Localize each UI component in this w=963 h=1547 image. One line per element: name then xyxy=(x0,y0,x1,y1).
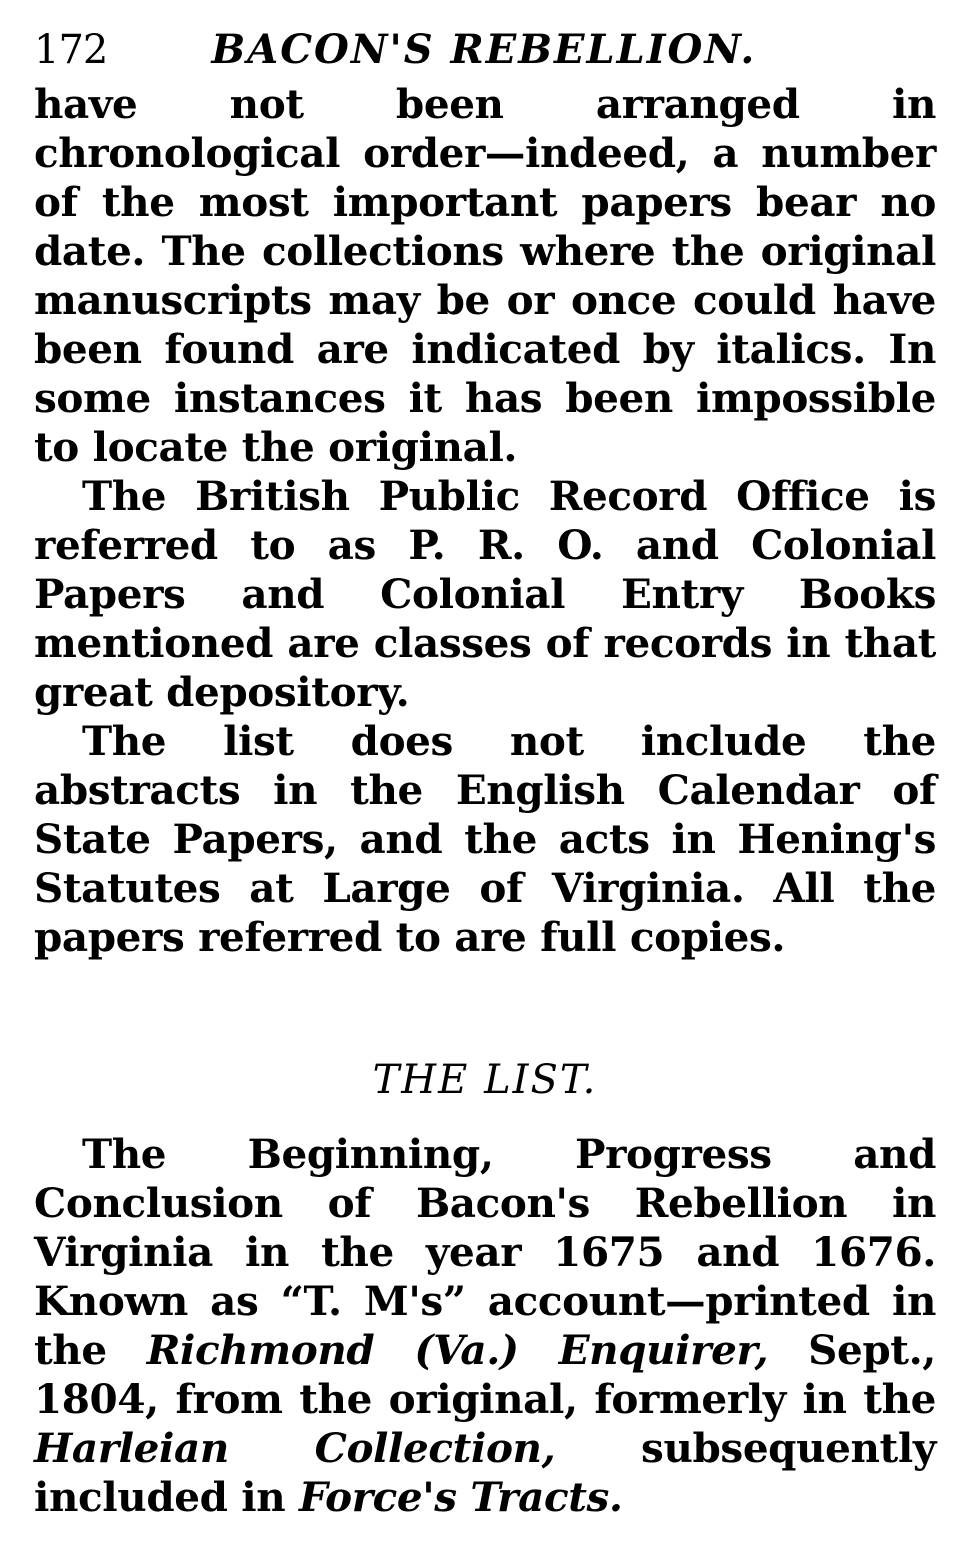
entry-title-forces-tracts: Force's Tracts. xyxy=(298,1473,623,1521)
running-head xyxy=(34,20,936,80)
intro-paragraph-continued: have not been arranged in chronological order—indeed, a number of the most important papers bear no date. The collections where the original manuscripts may be or once could have been found are indicated by italics. In some instances it has been impossible to locate the original. xyxy=(34,80,936,471)
page-number: 172 xyxy=(34,27,108,73)
list-entry xyxy=(34,1130,936,1522)
running-title: BACON'S REBELLION. xyxy=(211,26,757,73)
intro-paragraph-exclusions: The list does not include the abstracts in the English Calendar of State Papers, and the acts in Hening's Statutes at Large of Virginia. All the papers referred to are full copies. xyxy=(34,717,936,961)
entry-text-part3: subsequently included in xyxy=(34,1424,936,1521)
intro-paragraph-record-office: The British Public Record Office is referred to as P. R. O. and Colonial Papers and Colonial Entry Books mentioned are classes of records in that great depository. xyxy=(34,472,936,716)
section-spacer xyxy=(34,962,936,1054)
page xyxy=(34,20,936,1522)
entry-title-harleian-collection: Harleian Collection, xyxy=(34,1424,556,1472)
entry-text-part1: The Beginning, Progress and Conclusion of Bacon's Rebellion in Virginia in the year 1675 and 1676. Known as “T. M's” account—printed in the xyxy=(34,1130,936,1374)
list-entry-paragraph xyxy=(34,1130,936,1522)
section-heading: THE LIST. xyxy=(372,1057,598,1103)
intro-text xyxy=(34,80,936,962)
entry-text-part2: Sept., 1804, from the original, formerly in the xyxy=(34,1326,937,1423)
entry-title-richmond-enquirer: Richmond (Va.) Enquirer, xyxy=(146,1326,769,1374)
